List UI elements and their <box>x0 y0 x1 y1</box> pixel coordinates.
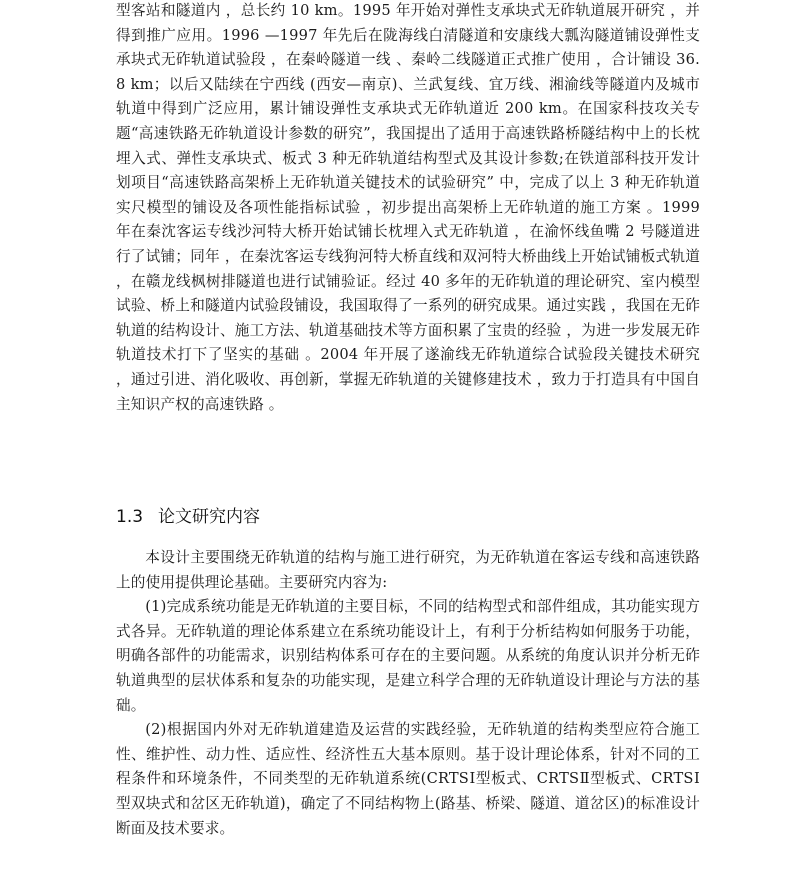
section-body <box>116 546 700 841</box>
intro-paragraph-block <box>116 0 700 417</box>
intro-paragraph: 型客站和隧道内 ，总长约 10 km。1995 年开始对弹性支承块式无砟轨道展开研究 ，并得到推广应用。1996 —1997 年先后在陇海线白清隧道和安康线大瓢沟隧道铺设弹性支承块式无砟轨道试验段 ，在秦岭隧道一线 、秦岭二线隧道正式推广使用 ，合计铺设 36.8 km；以后又陆续在宁西线 (西安—南京)、兰武复线、宜万线、湘渝线等隧道内及城市轨道中得到广泛应用，累计铺设弹性支承块式无砟轨道近 200 km。在国家科技攻关专题“高速铁路无砟轨道设计参数的研究”，我国提出了适用于高速铁路桥隧结构中上的长枕埋入式、弹性支承块式、板式 3 种无砟轨道结构型式及其设计参数;在铁道部科技开发计划项目“高速铁路高架桥上无砟轨道关键技术的试验研究” 中，完成了以上 3 种无砟轨道实尺模型的铺设及各项性能指标试验 ，初步提出高架桥上无砟轨道的施工方案 。1999 年在秦沈客运专线沙河特大桥开始试铺长枕埋入式无砟轨道 ，在渝怀线鱼嘴 2 号隧道进行了试铺；同年 ，在秦沈客运专线狗河特大桥直线和双河特大桥曲线上开始试铺板式轨道 ，在赣龙线枫树排隧道也进行试铺验证。经过 40 多年的无砟轨道的理论研究、室内模型试验、桥上和隧道内试验段铺设，我国取得了一系列的研究成果。通过实践 ，我国在无砟轨道的结构设计、施工方法、轨道基础技术等方面积累了宝贵的经验 ，为进一步发展无砟轨道技术打下了坚实的基础 。2004 年开展了遂渝线无砟轨道综合试验段关键技术研究 ，通过引进、消化吸收、再创新，掌握无砟轨道的关键修建技术 ，致力于打造具有中国自主知识产权的高速铁路 。 <box>116 2 700 413</box>
section-title: 论文研究内容 <box>158 507 260 527</box>
section-heading <box>116 505 260 529</box>
body-paragraph-intro: 本设计主要围绕无砟轨道的结构与施工进行研究，为无砟轨道在客运专线和高速铁路上的使用提供理论基础。主要研究内容为: <box>116 549 700 591</box>
body-paragraph-item-2: (2)根据国内外对无砟轨道建造及运营的实践经验，无砟轨道的结构类型应符合施工性、维护性、动力性、适应性、经济性五大基本原则。基于设计理论体系，针对不同的工程条件和环境条件，不同类型的无砟轨道系统(CRTSⅠ型板式、CRTSⅡ型板式、CRTSⅠ型双块式和岔区无砟轨道)，确定了不同结构物上(路基、桥梁、隧道、道岔区)的标准设计断面及技术要求。 <box>116 721 700 837</box>
body-paragraph-item-1: (1)完成系统功能是无砟轨道的主要目标，不同的结构型式和部件组成，其功能实现方式各异。无砟轨道的理论体系建立在系统功能设计上，有利于分析结构如何服务于功能，明确各部件的功能需求，识别结构体系可存在的主要问题。从系统的角度认识并分析无砟轨道典型的层状体系和复杂的功能实现，是建立科学合理的无砟轨道设计理论与方法的基础。 <box>116 598 700 714</box>
section-number: 1.3 <box>116 507 144 527</box>
